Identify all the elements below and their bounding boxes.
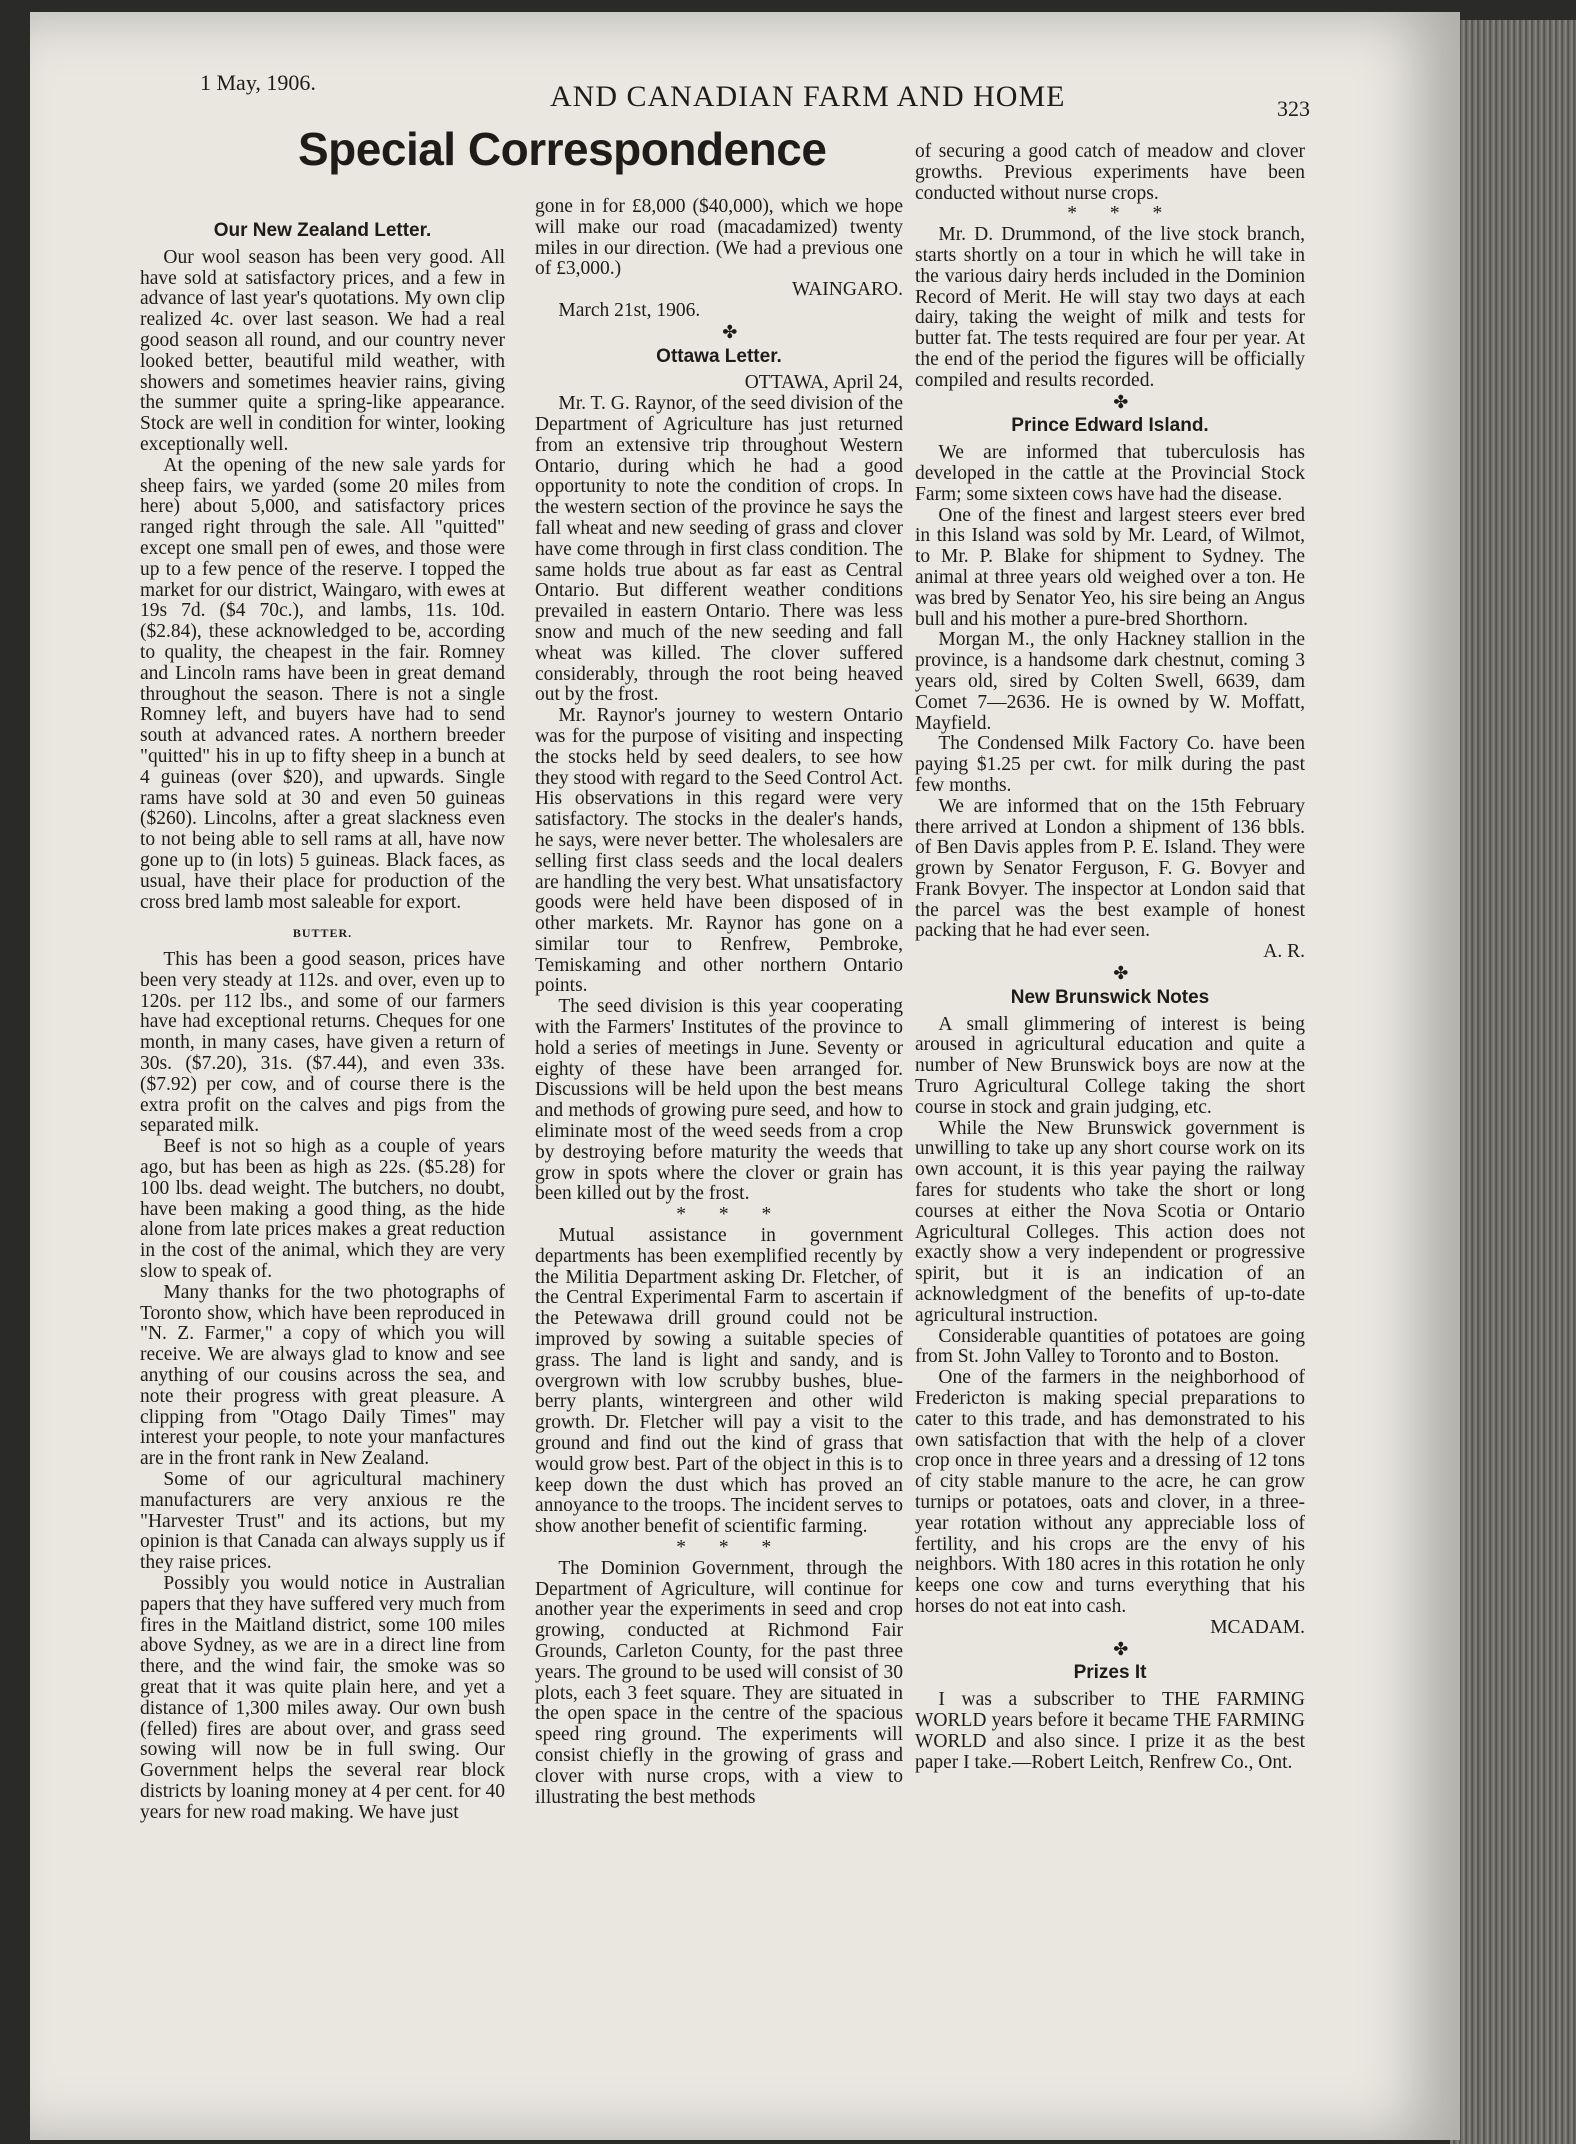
nz-signature: WAINGARO.	[791, 279, 903, 301]
ottawa-paragraph: Mr. D. Drummond, of the live stock branch, starts shortly on a tour in which he will take in the various dairy herds included in the Dominion Record of Merit. He will stay two days at each dairy, taking the weight of milk and tests for butter fat. The tests required are four per year. At the end of the period the figures will be officially compiled and results recorded.	[915, 224, 1305, 391]
ornament-icon: ✤	[1113, 963, 1129, 984]
pei-heading: Prince Edward Island.	[1011, 415, 1209, 437]
column-3	[915, 142, 1305, 1773]
ottawa-paragraph: Mr. Raynor's journey to western Ontario was for the purpose of visiting and inspecting the stocks held by seed dealers, to see how they stood with regard to the Seed Control Act. His observations in this regard were very satisfactory. The stocks in the dealer's hands, he says, were never better. The wholesalers are selling first class seeds and the local dealers are handling the very best. What unsatisfactory goods were held have been disposed of in other markets. Mr. Raynor has gone on a similar tour to Renfrew, Pembroke, Temiskaming and other northern Ontario points.	[535, 705, 903, 997]
nz-paragraph: This has been a good season, prices have been very steady at 112s. and over, even up to 120s. per 112 lbs., and some of our farmers have had exceptional returns. Cheques for one month, in many cases, have given a return of 30s. ($7.20), 31s. ($7.44), and even 33s. ($7.92) per cow, and of course there is the extra profit on the calves and pigs from the separated milk.	[140, 949, 505, 1137]
nz-paragraph: Beef is not so high as a couple of years ago, but has been as high as 22s. ($5.28) for 100 lbs. dead weight. The butchers, no doubt, have been making a good thing, as the hide alone from late prices makes a great reduction in the cost of the animal, which they are very slow to speak of.	[140, 1136, 505, 1283]
nb-paragraph: A small glimmering of interest is being aroused in agricultural education and quite a number of New Brunswick boys are now at the Truro Agricultural College taking the short course in stock and grain judging, etc.	[915, 1013, 1305, 1118]
ottawa-dateline: OTTAWA, April 24,	[744, 372, 903, 394]
nz-paragraph: Possibly you would notice in Australian papers that they have suffered very much from fires in the Maitland district, some 100 miles above Sydney, as we are in a direct line from there, and the wind fair, the smoke was so great that it was quite plain here, and yet a distance of 1,300 miles away. Our own bush (felled) fires are about over, and grass seed sowing will now be in full swing. Our Government helps the several rear block districts by loaning money at 4 per cent. for 40 years for new road making. We have just	[140, 1573, 505, 1823]
column-1	[140, 217, 505, 1824]
ottawa-letter-heading: Ottawa Letter.	[656, 345, 782, 367]
nb-heading: New Brunswick Notes	[1010, 986, 1210, 1008]
pei-paragraph: One of the finest and largest steers ever bred in this Island was sold by Mr. Leard, of Wilmot, to Mr. P. Blake for shipment to Sydney. The animal at three years old weighed over a ton. He was bred by Senator Yeo, his sire being an Angus bull and his mother a pure-bred Shorthorn.	[915, 504, 1305, 630]
running-head	[110, 62, 1340, 122]
nz-paragraph-continued: gone in for £8,000 ($40,000), which we hope will make our road (macadamized) twenty miles in our direction. (We had a previous one of £3,000.)	[535, 196, 903, 280]
nb-paragraph: While the New Brunswick government is unwilling to take up any short course work on its own account, it is this year paying the railway fares for students who take the short or long courses at either the Nova Scotia or Ontario Agricultural Colleges. This action does not exactly show a very independent or progressive spirit, but it is an indication of an acknowledgment of the benefits of up-to-date agricultural instruction.	[915, 1117, 1305, 1326]
pei-paragraph: Morgan M., the only Hackney stallion in the province, is a handsome dark chestnut, coming 3 years old, sired by Colten Swell, 6639, dam Comet 7—2636. He is owned by W. Moffatt, Mayfield.	[915, 629, 1305, 734]
nz-date: March 21st, 1906.	[558, 299, 701, 321]
prizes-heading: Prizes It	[1073, 1662, 1147, 1684]
ornament-icon: ✤	[722, 321, 738, 342]
section-divider: * * *	[1067, 203, 1177, 225]
ornament-icon: ✤	[1113, 1638, 1129, 1659]
ottawa-paragraph: Mutual assistance in government departments has been exemplified recently by the Militia Department asking Dr. Fletcher, of the Central Experimental Farm to ascertain if the Petewawa drill ground could not be improved by sowing a suitable species of grass. The land is light and sandy, and is overgrown with low scrubby bushes, blue-berry plants, wintergreen and other wild growth. Dr. Fletcher will pay a visit to the ground and find out the kind of grass that would grow best. Part of the object in this is to keep down the dust which has proved an annoyance to the troops. The incident serves to show another benefit of scientific farming.	[535, 1225, 903, 1538]
magazine-page	[30, 12, 1460, 2140]
nz-paragraph: Our wool season has been very good. All have sold at satisfactory prices, and a few in advance of last year's quotations. My own clip realized 4c. over last season. We had a real good season all round, and our country never looked better, beautiful mild weather, with showers and sometimes heavier rains, giving the summer quite a spring-like appearance. Stock are well in condition for winter, looking exceptionally well.	[140, 246, 505, 455]
publication-title: AND CANADIAN FARM AND HOME	[550, 80, 1066, 113]
page-number: 323	[1277, 96, 1310, 121]
ornament-icon: ✤	[1113, 391, 1129, 412]
section-divider: * * *	[676, 1204, 786, 1226]
nz-letter-heading: Our New Zealand Letter.	[213, 220, 432, 241]
nb-paragraph: Considerable quantities of potatoes are going from St. John Valley to Toronto and to Boston.	[915, 1325, 1305, 1368]
ottawa-paragraph: The Dominion Government, through the Department of Agriculture, will continue for another year the experiments in seed and crop growing, conducted at Richmond Fair Grounds, Carleton County, for the past three years. The ground to be used will consist of 30 plots, each 3 feet square. They are situated in the open space in the centre of the spacious speed ring ground. The experiments will consist chiefly in the growing of grass and clover with nurse crops, with a view to illustrating the best methods	[535, 1557, 903, 1808]
pei-signature: A. R.	[1263, 941, 1305, 963]
pei-paragraph: We are informed that tuberculosis has developed in the cattle at the Provincial Stock Farm; some sixteen cows have had the disease.	[915, 442, 1305, 505]
ottawa-paragraph: The seed division is this year cooperating with the Farmers' Institutes of the province to hold a series of meetings in June. Seventy or eighty of these have been arranged for. Discussions will be held upon the best means and methods of growing pure seed, and how to eliminate most of the weed seeds from a crop by destroying before maturity the weeds that grow in spots where the clover or grain has been killed out by the frost.	[535, 996, 903, 1205]
issue-date: 1 May, 1906.	[200, 70, 316, 95]
ottawa-paragraph: Mr. T. G. Raynor, of the seed division of the Department of Agriculture has just returned from an extensive trip throughout Western Ontario, during which he had a good opportunity to note the condition of crops. In the western section of the province he says the fall wheat and new seeding of grass and clover have come through in first class condition. The same holds true about as far east as Central Ontario. But different weather conditions prevailed in eastern Ontario. There was less snow and much of the new seeding and fall wheat was killed. The clover suffered considerably, through the root being heaved out by the frost.	[535, 393, 903, 706]
nb-paragraph: One of the farmers in the neighborhood of Fredericton is making special preparations to cater to this trade, and has demonstrated to his own satisfaction that with the help of a clover crop once in three years and a dressing of 12 tons of city stable manure to the acre, he can grow turnips or potatoes, oats and clover, in a three-year rotation without any appreciable loss of fertility, and his crops are the envy of his neighbors. With 180 acres in this rotation he only keeps one cow and turns everything that his horses do not eat into cash.	[915, 1367, 1305, 1617]
pei-paragraph: We are informed that on the 15th February there arrived at London a shipment of 136 bbls. of Ben Davis apples from P. E. Island. They were grown by Senator Ferguson, F. G. Bovyer and Frank Bovyer. The inspector at London said that the parcel was the best example of honest packing that he had ever seen.	[915, 795, 1305, 942]
nb-signature: MCADAM.	[1210, 1616, 1305, 1638]
ottawa-paragraph-continued: of securing a good catch of meadow and clover growths. Previous experiments have been conducted without nurse crops.	[915, 141, 1305, 204]
butter-subheading: BUTTER.	[292, 926, 353, 941]
section-title: Special Correspondence	[298, 123, 827, 175]
nz-paragraph: Some of our agricultural machinery manufacturers are very anxious re the "Harvester Trust" and its actions, but my opinion is that Canada can always supply us if they raise prices.	[140, 1469, 505, 1574]
prizes-paragraph: I was a subscriber to THE FARMING WORLD years before it became THE FARMING WORLD and also since. I prize it as the best paper I take.—Robert Leitch, Renfrew Co., Ont.	[915, 1689, 1305, 1773]
section-divider: * * *	[676, 1537, 786, 1558]
book-page-edges	[1450, 20, 1576, 2144]
pei-paragraph: The Condensed Milk Factory Co. have been paying $1.25 per cwt. for milk during the past few months.	[915, 733, 1305, 796]
nz-paragraph: Many thanks for the two photographs of Toronto show, which have been reproduced in "N. Z. Farmer," a copy of which you will receive. We are always glad to know and see anything of our cousins across the sea, and note their progress with great pleasure. A clipping from "Otago Daily Times" may interest your people, to note your manfactures are in the front rank in New Zealand.	[140, 1281, 505, 1470]
column-2	[535, 197, 903, 1808]
nz-paragraph: At the opening of the new sale yards for sheep fairs, we yarded (some 20 miles from here) about 5,000, and satisfactory prices ranged right through the sale. All "quitted" except one small pen of ewes, and those were up to a few pence of the reserve. I topped the market for our district, Waingaro, with ewes at 19s 7d. ($4 70c.), and lambs, 11s. 10d. ($2.84), these acknowledged to be, according to quality, the cheapest in the fair. Romney and Lincoln rams have been in great demand throughout the season. There is not a single Romney left, and buyers have had to send south at advanced rates. A northern breeder "quitted" his in up to fifty sheep in a bunch at 4 guineas (over $20), and upwards. Single rams have sold at 30 and even 50 guineas ($260). Lincolns, after a great slackness even to not being able to sell rams at all, have now gone up to (in lots) 5 guineas. Black faces, as usual, have their place for production of the cross bred lamb most saleable for export.	[140, 454, 505, 913]
